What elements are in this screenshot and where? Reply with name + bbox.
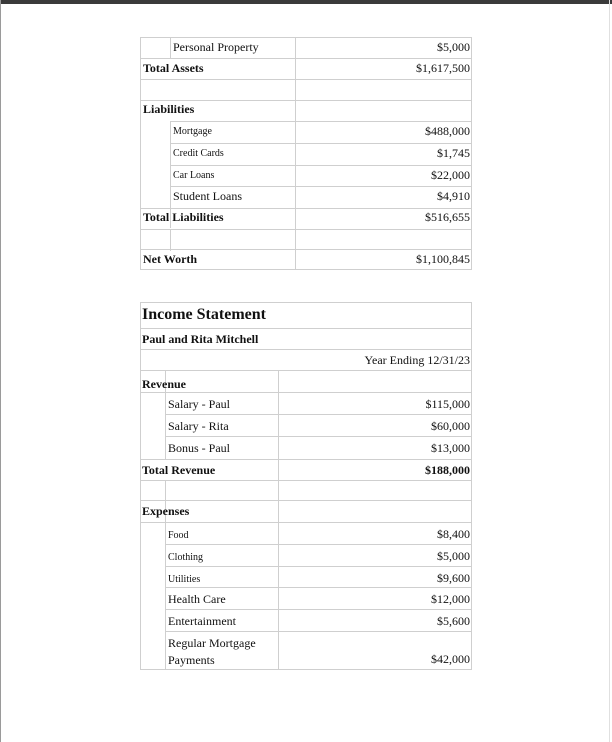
expenses-header-row	[140, 500, 472, 522]
balance-sheet-table	[140, 37, 472, 270]
names-row	[140, 328, 472, 349]
row-value: $1,100,845	[416, 252, 470, 266]
row-value: $9,600	[437, 571, 470, 585]
liability-row	[140, 121, 472, 143]
row-label: Total Assets	[143, 61, 204, 75]
row-label: Car Loans	[173, 170, 215, 181]
expense-row	[140, 566, 472, 587]
row-label: Clothing	[168, 552, 204, 563]
row-value: $13,000	[431, 441, 470, 455]
row-label: Food	[168, 530, 189, 541]
row-value: $4,910	[437, 189, 470, 203]
section-heading: Expenses	[142, 504, 190, 518]
section-heading: Revenue	[142, 377, 186, 391]
row-label: Net Worth	[143, 252, 198, 266]
revenue-row	[140, 392, 472, 414]
expense-row	[140, 631, 472, 669]
period-label: Year Ending 12/31/23	[364, 353, 470, 367]
section-heading: Liabilities	[143, 102, 195, 116]
liability-row	[140, 186, 472, 208]
row-value: $12,000	[431, 592, 470, 606]
row-label: Total Revenue	[142, 463, 216, 477]
liabilities-header-row	[140, 100, 472, 121]
row-value: $188,000	[425, 463, 470, 477]
revenue-header-row	[140, 370, 472, 392]
personal-property-row	[140, 37, 472, 58]
row-label: Salary - Rita	[168, 419, 229, 433]
expense-row	[140, 609, 472, 631]
row-label: Utilities	[168, 574, 201, 585]
total-revenue-row	[140, 459, 472, 480]
row-value: $42,000	[431, 652, 470, 666]
total-liabilities-row	[140, 208, 472, 229]
top-border	[0, 0, 612, 4]
income-title-row	[140, 302, 472, 328]
revenue-row	[140, 414, 472, 436]
period-row	[140, 349, 472, 370]
row-label: Credit Cards	[173, 148, 224, 159]
page-left-edge	[0, 0, 1, 742]
row-label: Total Liabilities	[143, 210, 224, 224]
row-value: $5,600	[437, 614, 470, 628]
revenue-row	[140, 436, 472, 459]
row-value: $1,745	[437, 146, 470, 160]
client-names: Paul and Rita Mitchell	[142, 332, 259, 346]
liability-row	[140, 143, 472, 165]
income-statement-table	[140, 302, 472, 670]
page-title: Income Statement	[142, 306, 266, 323]
row-value: $5,000	[437, 40, 470, 54]
page-right-edge	[609, 0, 610, 742]
expense-row	[140, 522, 472, 544]
row-value: $516,655	[425, 210, 470, 224]
row-label: Student Loans	[173, 189, 242, 203]
total-assets-row	[140, 58, 472, 79]
row-value: $488,000	[425, 124, 470, 138]
row-label: Entertainment	[168, 614, 236, 628]
row-label: Personal Property	[173, 40, 259, 54]
row-value: $60,000	[431, 419, 470, 433]
row-label: Health Care	[168, 592, 226, 606]
liability-row	[140, 165, 472, 186]
expense-row	[140, 544, 472, 566]
row-label: Bonus - Paul	[168, 441, 231, 455]
row-label: Regular Mortgage Payments	[168, 636, 256, 667]
row-label: Salary - Paul	[168, 397, 230, 411]
row-value: $115,000	[425, 397, 470, 411]
net-worth-row	[140, 249, 472, 270]
row-value: $22,000	[431, 168, 470, 182]
row-value: $8,400	[437, 527, 470, 541]
row-label: Mortgage	[173, 126, 212, 137]
row-value: $1,617,500	[416, 61, 470, 75]
expense-row	[140, 587, 472, 609]
row-value: $5,000	[437, 549, 470, 563]
